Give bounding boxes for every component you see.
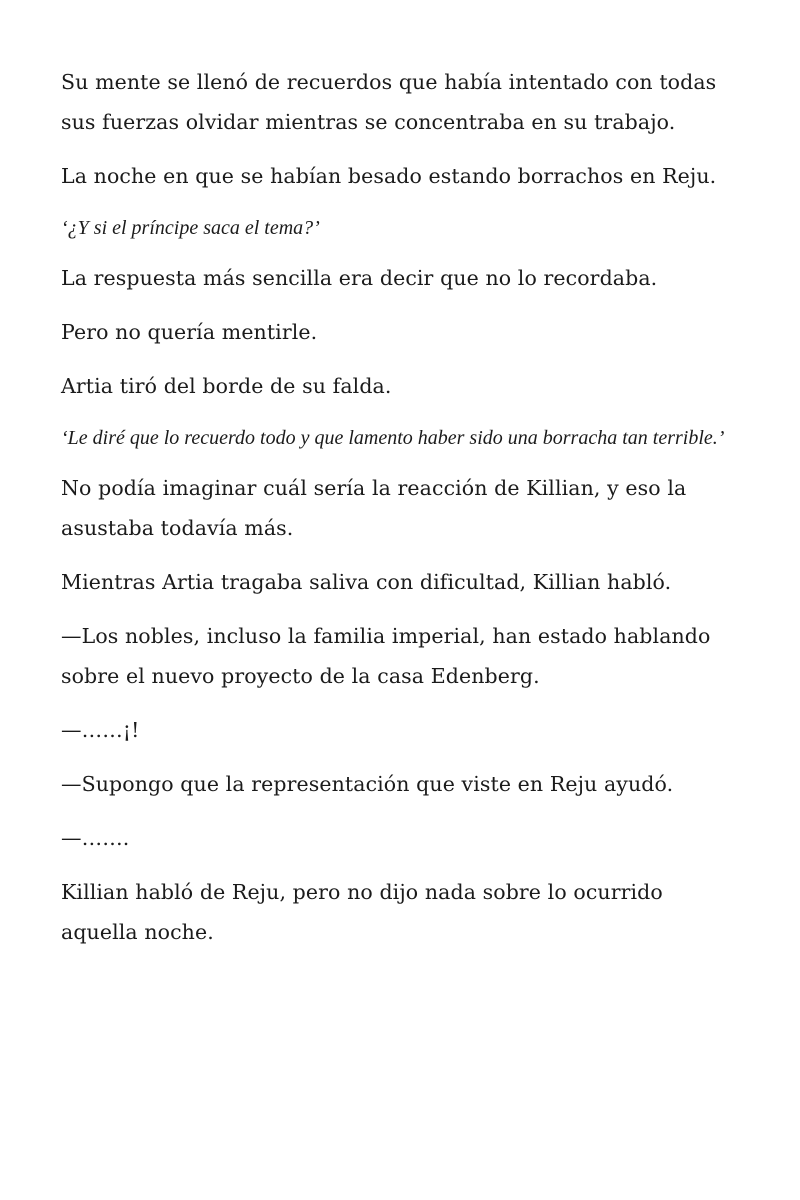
paragraph: Pero no quería mentirle.: [61, 320, 318, 344]
paragraph: Mientras Artia tragaba saliva con dificultad, Killian habló.: [61, 570, 672, 594]
paragraph: Killian habló de Reju, pero no dijo nada sobre lo ocurrido aquella noche.: [61, 880, 663, 944]
dialogue-line: —Supongo que la representación que viste en Reju ayudó.: [61, 772, 674, 796]
paragraph: Su mente se llenó de recuerdos que había intentado con todas sus fuerzas olvidar mientras se concentraba en su trabajo.: [61, 70, 717, 134]
dialogue-line: —Los nobles, incluso la familia imperial, han estado hablando sobre el nuevo proyecto de la casa Edenberg.: [61, 624, 711, 688]
paragraph: Artia tiró del borde de su falda.: [61, 374, 392, 398]
italic-thought: ‘Le diré que lo recuerdo todo y que lamento haber sido una borracha tan terrible.’: [61, 427, 725, 449]
italic-thought: ‘¿Y si el príncipe saca el tema?’: [61, 217, 320, 239]
paragraph: La noche en que se habían besado estando borrachos en Reju.: [61, 164, 717, 188]
dialogue-line: —…….: [61, 826, 130, 850]
dialogue-line: —……¡!: [61, 718, 140, 742]
document-page: [61, 62, 741, 966]
paragraph: No podía imaginar cuál sería la reacción de Killian, y eso la asustaba todavía más.: [61, 476, 687, 540]
paragraph: La respuesta más sencilla era decir que no lo recordaba.: [61, 266, 658, 290]
